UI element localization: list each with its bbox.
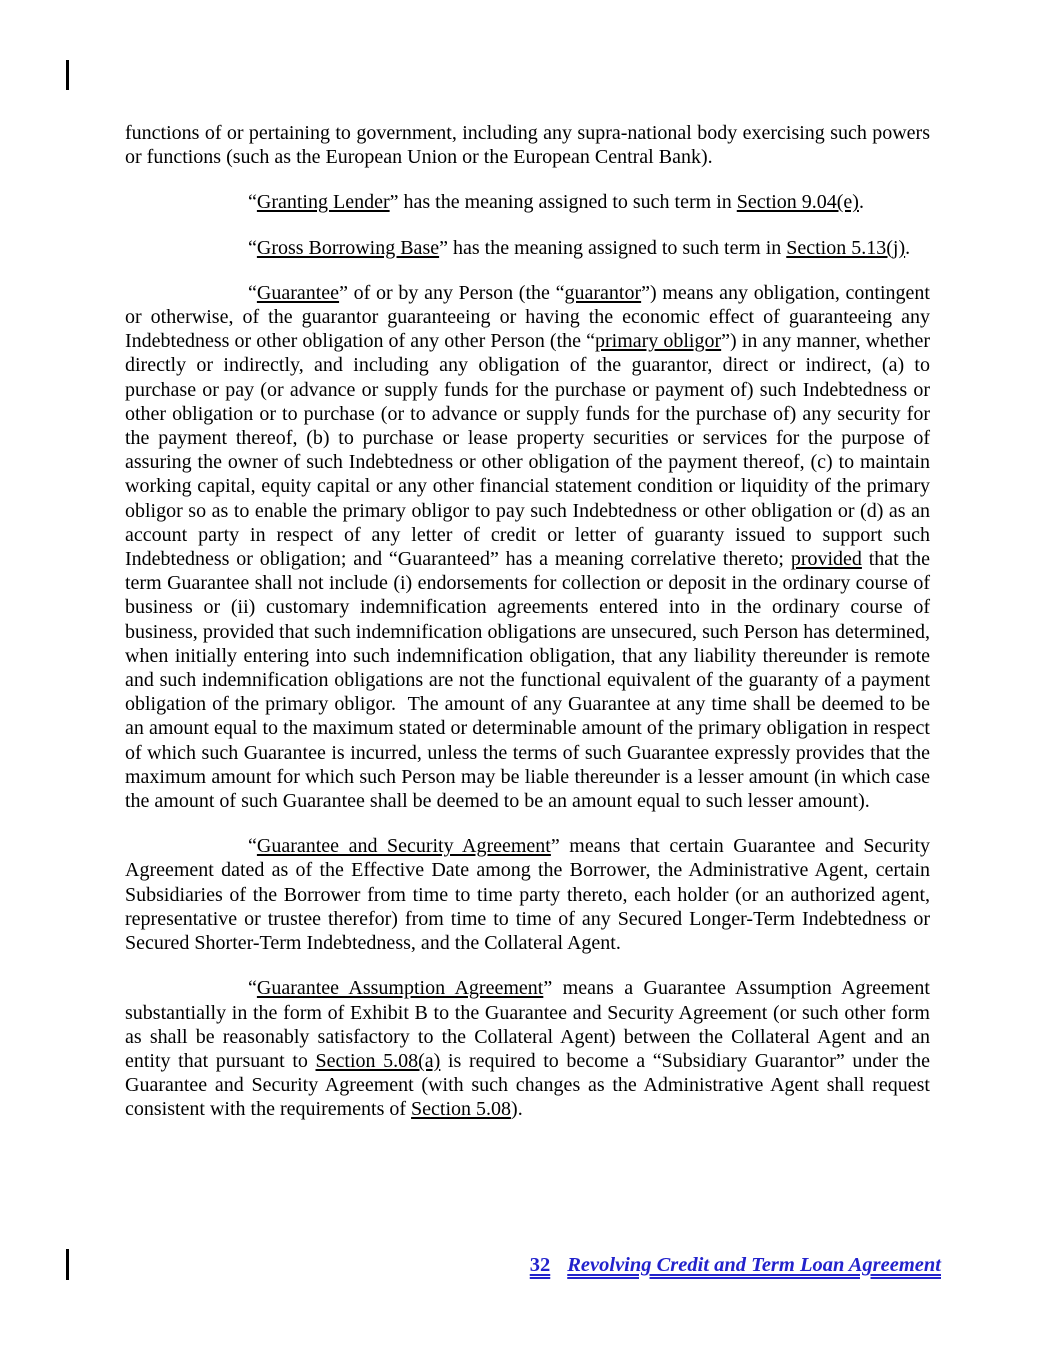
text-run: functions of or pertaining to government, including any supra-national body exercising such powers or functions (such as the European Union or the European Central Bank). [125, 122, 930, 169]
footer-document-title: Revolving Credit and Term Loan Agreement [567, 1254, 941, 1276]
paragraph-guarantee-and-security-agreement [125, 834, 930, 955]
text-run: ). [511, 1098, 523, 1121]
defined-term: Gross Borrowing Base [256, 236, 440, 259]
emphasized-term: provided [790, 548, 862, 571]
paragraph-gross-borrowing-base [125, 236, 930, 260]
text-run: “ [248, 236, 257, 259]
section-reference: Section 5.08 [411, 1098, 512, 1121]
text-run: is required to become a “Subsidiary Guarantor” under the Guarantee and Security Agreement (with such changes as the Administrative Agent shall request consistent with the requirements of [125, 1049, 930, 1121]
section-reference: Section 9.04(e) [736, 191, 859, 214]
section-reference: Section 5.13(j) [786, 236, 906, 259]
defined-term: Granting Lender [256, 191, 390, 214]
defined-term: guarantor [564, 281, 642, 304]
text-run: “ [248, 835, 257, 858]
defined-term: Guarantee and Security Agreement [256, 835, 551, 858]
page-number: 32 [529, 1254, 551, 1276]
document-body [125, 121, 930, 1143]
text-run: . [905, 236, 911, 259]
text-run: ” means a Guarantee Assumption Agreement substantially in the form of Exhibit B to the Guarantee and Security Agreement (or such other form as shall be reasonably satisfactory to the Collateral Agent) between the Collateral Agent and an entity that pursuant to [125, 977, 930, 1072]
text-run: ” has the meaning assigned to such term in [439, 236, 787, 259]
section-reference: Section 5.08(a) [315, 1049, 441, 1072]
text-run: “ [248, 281, 257, 304]
page-footer [0, 1254, 941, 1277]
text-run: “ [248, 977, 257, 1000]
defined-term: primary obligor [594, 330, 722, 353]
defined-term: Guarantee Assumption Agreement [256, 977, 544, 1000]
text-run: ”) means any obligation, contingent or otherwise, of the guarantor guaranteeing or having the economic effect of guaranteeing any Indebtedness or other obligation of any other Person (the “ [125, 281, 930, 353]
text-run: that the term Guarantee shall not include (i) endorsements for collection or deposit in the ordinary course of business or (ii) customary indemnification agreements entered into in the ordinary course of business, provided that such indemnification obligations are unsecured, such Person has determined, when initially entering into such indemnification obligation, that any liability thereunder is remote and such indemnification obligations are not the functional equivalent of the guaranty of a payment obligation of the primary obligor. The amount of any Guarantee at any time shall be deemed to be an amount equal to the maximum stated or determinable amount of the primary obligation in respect of which such Guarantee is incurred, unless the terms of such Guarantee expressly provides that the maximum amount for which such Person may be liable thereunder is a lesser amount (in which case the amount of such Guarantee shall be deemed to be an amount equal to such lesser amount). [125, 548, 930, 813]
defined-term: Guarantee [256, 281, 340, 304]
text-run: ” of or by any Person (the “ [339, 281, 565, 304]
text-run: ” means that certain Guarantee and Security Agreement dated as of the Effective Date among the Borrower, the Administrative Agent, certain Subsidiaries of the Borrower from time to time party thereto, each holder (or an authorized agent, representative or trustee therefor) from time to time of any Secured Longer-Term Indebtedness or Secured Shorter-Term Indebtedness, and the Collateral Agent. [125, 835, 930, 955]
paragraph-guarantee [125, 281, 930, 813]
paragraph-granting-lender [125, 190, 930, 214]
text-run: ” has the meaning assigned to such term in [389, 191, 737, 214]
text-run: “ [248, 191, 257, 214]
change-bar-top [66, 60, 69, 90]
paragraph-guarantee-assumption-agreement [125, 976, 930, 1121]
text-run: ”) in any manner, whether directly or indirectly, and including any obligation of the guarantor, direct or indirect, (a) to purchase or pay (or advance or supply funds for the purchase or payment of) such Indebtedness or other obligation or to purchase (or to advance or supply funds for the purchase of) any security for the payment thereof, (b) to purchase or lease property securities or services for the purpose of assuring the owner of such Indebtedness or other obligation of the payment thereof, (c) to maintain working capital, equity capital or any other financial statement condition or liquidity of the primary obligor so as to enable the primary obligor to pay such Indebtedness or other obligation or (d) as an account party in respect of any letter of credit or letter of guaranty issued to support such Indebtedness or obligation; and “Guaranteed” has a meaning correlative thereto; [125, 330, 931, 571]
text-run: . [858, 191, 864, 214]
paragraph-intro-continuation [125, 121, 930, 169]
